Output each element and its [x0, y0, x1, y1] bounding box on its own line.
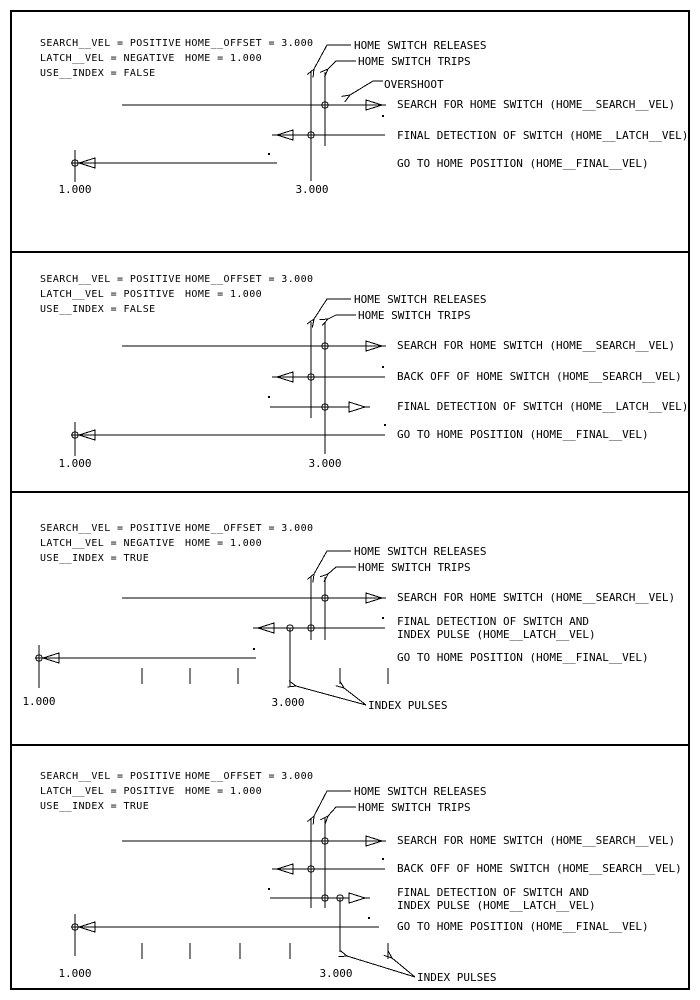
p4-row-final [71, 914, 379, 956]
p1-trips-leader-arrow [328, 61, 356, 69]
p2-reversal-dot-3 [384, 424, 386, 426]
p3-search-right-arrow [366, 593, 382, 603]
panel-4 [40, 771, 682, 984]
p4-backoff-left-arrow [277, 864, 293, 874]
p1-param-search-vel: SEARCH__VEL = POSITIVE [40, 38, 182, 49]
p1-home-value: 1.000 [58, 183, 92, 196]
p4-parameters [40, 771, 313, 812]
p4-callout-trips: HOME SWITCH TRIPS [358, 801, 471, 814]
p3-callout-trips: HOME SWITCH TRIPS [358, 561, 471, 574]
p2-backoff-left-arrow [277, 372, 293, 382]
p1-callout-overshoot: OVERSHOOT [384, 78, 444, 91]
p2-callout-releases: HOME SWITCH RELEASES [354, 293, 487, 306]
p3-step-final: GO TO HOME POSITION (HOME__FINAL__VEL) [397, 651, 649, 664]
p4-home-value: 1.000 [58, 967, 92, 980]
p4-releases-leader-arrow [314, 791, 351, 816]
p2-axis-labels [58, 457, 341, 470]
p3-param-use-index: USE__INDEX = TRUE [40, 553, 150, 564]
p3-step-search: SEARCH FOR HOME SWITCH (HOME__SEARCH__VEL) [397, 591, 676, 604]
p1-overshoot-leader-arrow [350, 81, 383, 95]
p3-reversal-dot-1 [382, 617, 384, 619]
p3-motion-rows [35, 593, 447, 712]
p2-param-use-index: USE__INDEX = FALSE [40, 304, 156, 315]
p1-row-search [122, 100, 386, 110]
p2-releases-leader-arrow [314, 299, 351, 319]
p2-latch-right-arrow [349, 402, 365, 412]
p3-index-leader-arrow-1 [296, 686, 366, 705]
p3-param-home-offset: HOME__OFFSET = 3.000 [185, 523, 314, 534]
p1-callouts [314, 39, 486, 95]
p4-param-use-index: USE__INDEX = TRUE [40, 801, 150, 812]
p1-final-left-arrow [79, 158, 95, 168]
p4-index-pulses-label: INDEX PULSES [417, 971, 497, 984]
p1-reversal-dot-2 [268, 153, 270, 155]
p4-step-latch-line2: INDEX PULSE (HOME__LATCH__VEL) [397, 899, 596, 912]
p3-callouts [314, 545, 486, 574]
p2-reversal-dot-1 [382, 366, 384, 368]
p2-home-value: 1.000 [58, 457, 92, 470]
p2-search-right-arrow [366, 341, 382, 351]
p2-switch-lines [311, 322, 325, 454]
p3-parameters [40, 523, 313, 564]
p1-callout-releases: HOME SWITCH RELEASES [354, 39, 487, 52]
p2-param-home-offset: HOME__OFFSET = 3.000 [185, 274, 314, 285]
p1-step-labels [397, 98, 688, 170]
p1-search-right-arrow [366, 100, 382, 110]
p2-motion-rows [71, 341, 386, 456]
p4-step-latch-line1: FINAL DETECTION OF SWITCH AND [397, 886, 590, 899]
p2-step-labels [397, 339, 688, 441]
p1-switch-lines [311, 72, 325, 181]
p1-row-latch [272, 115, 385, 140]
p2-step-backoff: BACK OFF OF HOME SWITCH (HOME__SEARCH__VEL) [397, 370, 682, 383]
p4-callouts [314, 785, 486, 816]
p2-callout-trips: HOME SWITCH TRIPS [358, 309, 471, 322]
p1-step-latch: FINAL DETECTION OF SWITCH (HOME__LATCH__VEL) [397, 129, 689, 142]
p2-param-home: HOME = 1.000 [185, 289, 263, 300]
p4-axis-labels [58, 967, 352, 980]
p2-final-left-arrow [79, 430, 95, 440]
p4-param-search-vel: SEARCH__VEL = POSITIVE [40, 771, 182, 782]
p4-search-right-arrow [366, 836, 382, 846]
p4-step-backoff: BACK OFF OF HOME SWITCH (HOME__SEARCH__VEL) [397, 862, 682, 875]
p4-row-backoff [272, 858, 385, 874]
p1-param-home-offset: HOME__OFFSET = 3.000 [185, 38, 314, 49]
p2-offset-value: 3.000 [308, 457, 342, 470]
p4-step-labels [397, 834, 682, 933]
p4-switch-lines [311, 818, 325, 908]
p3-index-pulses-callout [296, 686, 447, 712]
p1-param-use-index: USE__INDEX = FALSE [40, 68, 156, 79]
p4-reversal-dot-3 [368, 917, 370, 919]
p3-final-left-arrow [43, 653, 59, 663]
p3-trips-leader-arrow [328, 567, 356, 574]
p4-offset-value: 3.000 [319, 967, 353, 980]
p1-offset-value: 3.000 [295, 183, 329, 196]
p4-trips-leader-arrow [328, 807, 356, 816]
p2-step-latch: FINAL DETECTION OF SWITCH (HOME__LATCH__VEL) [397, 400, 689, 413]
p2-row-backoff [272, 366, 385, 382]
p1-axis-labels [58, 183, 328, 196]
p3-offset-value: 3.000 [271, 696, 305, 709]
p2-callouts [314, 293, 486, 322]
p4-reversal-dot-2 [268, 888, 270, 890]
p4-index-leader-arrow-2 [392, 958, 415, 977]
p4-index-pulses-callout [347, 956, 496, 984]
p4-row-latch [268, 888, 370, 903]
p3-step-latch-line1: FINAL DETECTION OF SWITCH AND [397, 615, 590, 628]
p3-param-latch-vel: LATCH__VEL = NEGATIVE [40, 538, 175, 549]
p4-step-search: SEARCH FOR HOME SWITCH (HOME__SEARCH__VEL) [397, 834, 676, 847]
p3-callout-releases: HOME SWITCH RELEASES [354, 545, 487, 558]
p1-motion-rows [71, 100, 386, 182]
p1-row-final [71, 150, 277, 182]
p2-param-latch-vel: LATCH__VEL = POSITIVE [40, 289, 175, 300]
p2-row-search [122, 341, 386, 351]
p1-releases-leader-arrow [314, 45, 351, 69]
p4-param-home: HOME = 1.000 [185, 786, 263, 797]
p3-step-labels [397, 591, 675, 664]
p4-callout-releases: HOME SWITCH RELEASES [354, 785, 487, 798]
p4-param-latch-vel: LATCH__VEL = POSITIVE [40, 786, 175, 797]
p3-param-search-vel: SEARCH__VEL = POSITIVE [40, 523, 182, 534]
p4-step-final: GO TO HOME POSITION (HOME__FINAL__VEL) [397, 920, 649, 933]
p1-latch-left-arrow [277, 130, 293, 140]
p2-row-final [71, 422, 386, 456]
p4-param-home-offset: HOME__OFFSET = 3.000 [185, 771, 314, 782]
p3-reversal-dot-2 [253, 648, 255, 650]
p2-param-search-vel: SEARCH__VEL = POSITIVE [40, 274, 182, 285]
p3-param-home: HOME = 1.000 [185, 538, 263, 549]
p3-axis-labels [22, 695, 304, 709]
panel-3 [22, 523, 675, 712]
p4-index-leader-arrow-1 [347, 956, 415, 977]
p2-parameters [40, 274, 313, 315]
p3-row-latch [253, 617, 385, 633]
p4-row-search [122, 836, 386, 846]
p1-param-home: HOME = 1.000 [185, 53, 263, 64]
p4-index-ticks [142, 943, 388, 959]
p1-reversal-dot-1 [382, 115, 384, 117]
p1-step-search: SEARCH FOR HOME SWITCH (HOME__SEARCH__VEL) [397, 98, 676, 111]
p4-reversal-dot-1 [382, 858, 384, 860]
p2-trips-leader-arrow [328, 315, 356, 319]
panel-2 [40, 274, 688, 470]
p3-step-latch-line2: INDEX PULSE (HOME__LATCH__VEL) [397, 628, 596, 641]
p3-home-value: 1.000 [22, 695, 56, 708]
p1-param-latch-vel: LATCH__VEL = NEGATIVE [40, 53, 175, 64]
p2-step-final: GO TO HOME POSITION (HOME__FINAL__VEL) [397, 428, 649, 441]
p3-row-final [35, 645, 256, 688]
p3-index-ticks [142, 668, 388, 684]
p1-callout-trips: HOME SWITCH TRIPS [358, 55, 471, 68]
p1-parameters [40, 38, 313, 79]
p4-latch-right-arrow [349, 893, 365, 903]
p2-step-search: SEARCH FOR HOME SWITCH (HOME__SEARCH__VEL) [397, 339, 676, 352]
p2-reversal-dot-2 [268, 396, 270, 398]
panel-1 [40, 38, 688, 196]
p3-latch-left-arrow [258, 623, 274, 633]
p3-index-pulses-label: INDEX PULSES [368, 699, 448, 712]
p1-step-final: GO TO HOME POSITION (HOME__FINAL__VEL) [397, 157, 649, 170]
p3-row-search [122, 593, 386, 603]
p4-final-left-arrow [79, 922, 95, 932]
p2-row-latch [268, 396, 370, 412]
